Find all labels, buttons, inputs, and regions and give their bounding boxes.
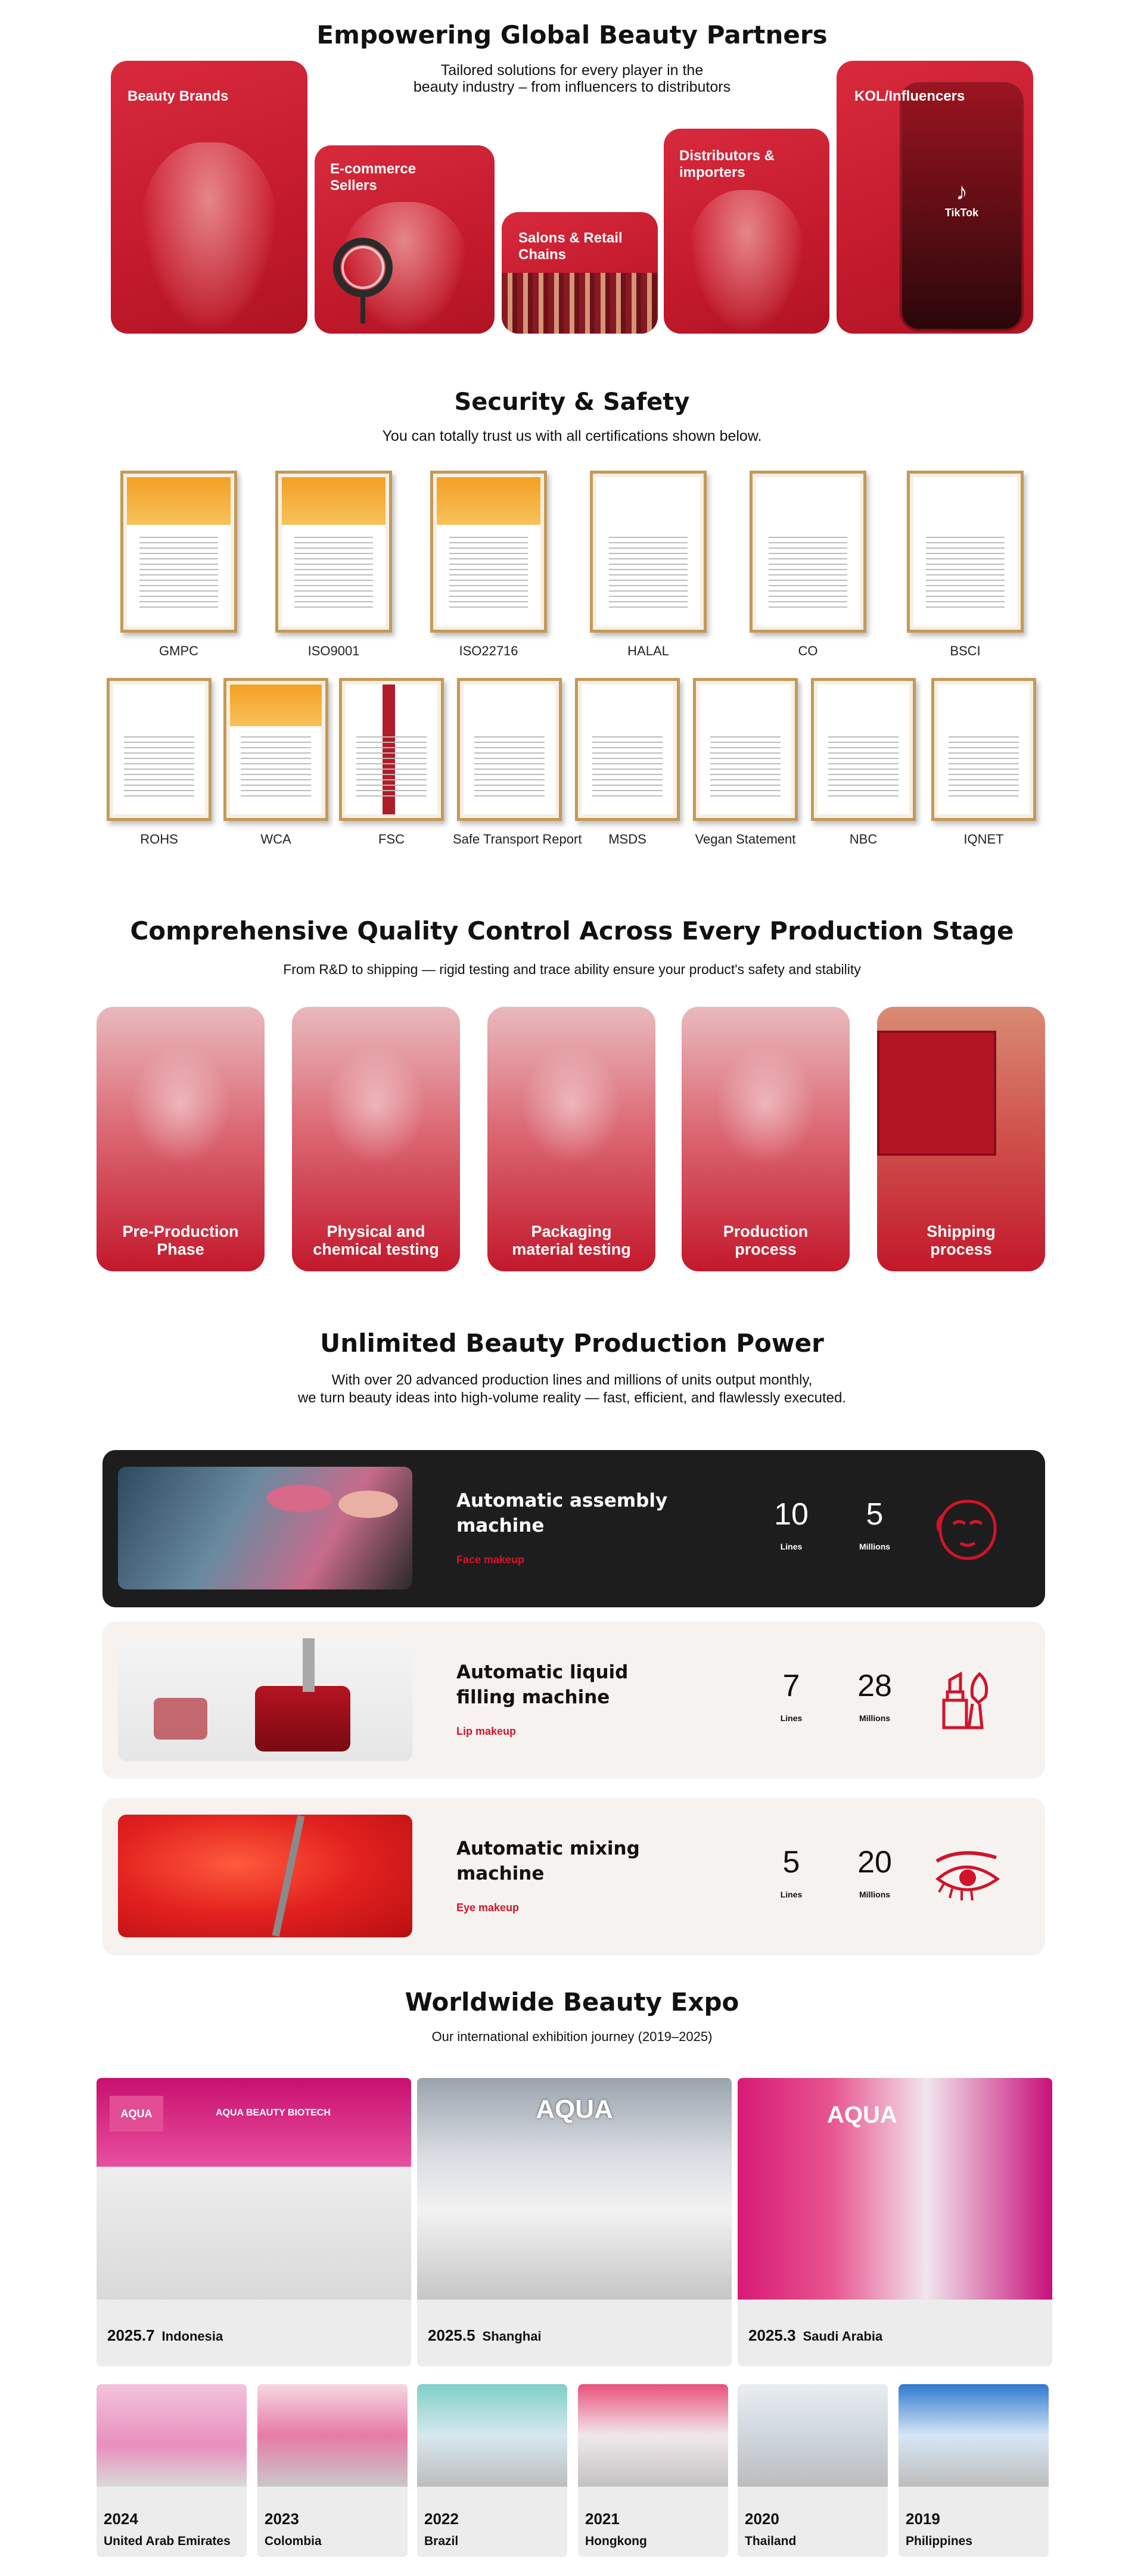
certificate-paper <box>582 685 673 814</box>
expo-location: Thailand <box>745 2534 797 2548</box>
lines-count: 7 <box>782 1669 800 1703</box>
certificate-paper <box>127 477 231 626</box>
expo-card-colombia[interactable] <box>257 2384 408 2557</box>
expo-year: 2025.7 <box>107 2326 155 2344</box>
qc-card-production[interactable] <box>682 1007 850 1271</box>
expo-year: 2020 <box>745 2510 779 2528</box>
qc-card-label <box>682 1222 850 1258</box>
qc-card-physical-chemical[interactable] <box>292 1007 460 1271</box>
certificate-paper <box>700 685 791 814</box>
qc-label-line2: chemical testing <box>313 1240 439 1258</box>
production-subtitle <box>0 1371 1144 1407</box>
certificate-paper <box>346 685 437 814</box>
booth-image <box>899 2384 1049 2487</box>
qc-card-label <box>292 1222 460 1258</box>
partner-card-ecommerce-sellers[interactable] <box>315 145 495 334</box>
certificate-rohs[interactable] <box>102 678 216 847</box>
certificate-co[interactable] <box>748 471 868 659</box>
lines-label: Lines <box>780 1890 803 1899</box>
certificate-text-lines <box>474 736 544 799</box>
expo-year: 2024 <box>104 2510 138 2528</box>
certificate-frame <box>907 471 1024 633</box>
booth-image <box>417 2078 732 2300</box>
certificate-label: ISO22716 <box>459 643 518 658</box>
qc-label-line2: process <box>930 1240 992 1258</box>
certificate-safe-transport-report[interactable] <box>453 678 582 847</box>
expo-year: 2025.5 <box>428 2326 475 2344</box>
quality-title: Comprehensive Quality Control Across Every Production Stage <box>130 916 1014 945</box>
face-mask-icon <box>932 1497 1003 1562</box>
certificate-frame <box>693 678 798 821</box>
certificate-paper <box>817 685 909 814</box>
qc-label-line1: Pre-Production <box>122 1222 239 1240</box>
qc-label-line2: process <box>735 1240 797 1258</box>
partner-card-distributors[interactable] <box>664 129 829 334</box>
eye-lash-icon <box>932 1844 1003 1910</box>
certificate-frame <box>107 678 212 821</box>
mixer-shaft-image <box>272 1815 305 1937</box>
certificate-fsc[interactable] <box>335 678 448 847</box>
certificate-halal[interactable] <box>589 471 708 659</box>
certificate-paper <box>437 477 540 626</box>
production-subtitle-line1: With over 20 advanced production lines and millions of units output monthly, <box>331 1372 813 1388</box>
certificate-text-lines <box>356 736 426 799</box>
expo-card-caption <box>428 2326 542 2345</box>
ring-light-icon <box>330 235 396 324</box>
machine-row-liquid-filling[interactable] <box>102 1622 1045 1779</box>
expo-location: Shanghai <box>482 2329 542 2344</box>
certificate-text-lines <box>710 736 780 799</box>
certificate-label: WCA <box>260 832 291 847</box>
partner-card-label: Salons & Retail Chains <box>518 230 623 263</box>
lines-stat <box>756 1846 827 1899</box>
certificate-frame <box>457 678 562 821</box>
certificate-paper <box>913 477 1017 626</box>
partner-card-label: KOL/Influencers <box>854 88 965 104</box>
booth-image <box>257 2384 408 2487</box>
qc-label-line2: material testing <box>512 1240 631 1258</box>
certificate-header-band <box>437 477 540 525</box>
security-subtitle: You can totally trust us with all certifications shown below. <box>382 428 762 444</box>
certificate-label: Vegan Statement <box>695 832 796 847</box>
lines-stat <box>756 1498 827 1551</box>
production-subtitle-line2: we turn beauty ideas into high-volume reality — fast, efficient, and flawlessly executed. <box>297 1390 847 1406</box>
expo-location: United Arab Emirates <box>104 2534 231 2548</box>
certificate-paper <box>756 477 860 626</box>
qc-label-line1: Physical and <box>327 1222 425 1240</box>
booth-image <box>738 2384 888 2487</box>
machine-category: Eye makeup <box>456 1902 520 1914</box>
certificate-label: ROHS <box>140 832 178 847</box>
lines-stat <box>756 1669 827 1723</box>
qc-card-shipping[interactable] <box>877 1007 1045 1271</box>
expo-card-indonesia[interactable] <box>97 2078 411 2366</box>
expo-card-saudi-arabia[interactable] <box>738 2078 1052 2366</box>
expo-title: Worldwide Beauty Expo <box>405 1987 739 2017</box>
booth-image <box>738 2078 1052 2300</box>
expo-card-shanghai[interactable] <box>417 2078 732 2366</box>
certificate-text-lines <box>592 736 662 799</box>
certificate-frame <box>811 678 916 821</box>
stage-photo <box>521 1044 621 1165</box>
tiktok-label: TikTok <box>944 207 979 219</box>
certificate-vegan-statement[interactable] <box>689 678 802 847</box>
distributor-image <box>689 190 805 334</box>
machine-category: Face makeup <box>456 1554 525 1566</box>
certificate-text-lines <box>949 736 1018 799</box>
millions-count: 20 <box>857 1845 892 1880</box>
security-title: Security & Safety <box>454 388 690 416</box>
phone-image <box>902 85 1021 329</box>
certificate-frame <box>275 471 392 633</box>
lines-label: Lines <box>780 1713 803 1723</box>
certificate-frame <box>430 471 547 633</box>
certificate-header-band <box>127 477 231 525</box>
certificate-text-lines <box>241 736 310 799</box>
certificate-frame <box>575 678 680 821</box>
qc-label-line1: Packaging <box>531 1222 612 1240</box>
certificate-label: MSDS <box>608 832 646 847</box>
certificate-label: FSC <box>378 832 405 847</box>
qc-label-line1: Shipping <box>927 1222 996 1240</box>
certificate-frame <box>931 678 1036 821</box>
compact-image <box>267 1485 332 1512</box>
qc-card-label <box>877 1222 1045 1258</box>
lines-label: Lines <box>780 1542 803 1551</box>
lines-count: 5 <box>782 1845 800 1880</box>
certificate-paper <box>464 685 555 814</box>
expo-card-united-arab-emirates[interactable] <box>97 2384 247 2557</box>
certificate-label: ISO9001 <box>307 643 360 658</box>
booth-image <box>417 2384 567 2487</box>
expo-location: Colombia <box>265 2534 322 2548</box>
qc-label-line2: Phase <box>157 1240 204 1258</box>
certificate-iqnet[interactable] <box>927 678 1040 847</box>
lines-count: 10 <box>774 1497 809 1532</box>
certificate-header-band <box>230 685 322 726</box>
qc-card-packaging[interactable] <box>487 1007 655 1271</box>
certificate-header-band <box>282 477 386 525</box>
booth-image <box>97 2384 247 2487</box>
stage-photo <box>130 1044 231 1165</box>
expo-card-thailand[interactable] <box>738 2384 888 2557</box>
qc-card-label <box>97 1222 265 1258</box>
expo-location: Brazil <box>424 2534 459 2548</box>
expo-card-philippines[interactable] <box>899 2384 1049 2557</box>
millions-stat <box>839 1669 910 1723</box>
expo-year: 2025.3 <box>748 2326 796 2344</box>
expo-location: Indonesia <box>161 2329 223 2344</box>
qc-label-line1: Production <box>723 1222 809 1240</box>
partner-card-kol-influencers[interactable] <box>837 61 1033 334</box>
certificate-label: CO <box>798 643 818 658</box>
expo-card-brazil[interactable] <box>417 2384 567 2557</box>
partner-card-label: Beauty Brands <box>128 88 229 104</box>
millions-stat <box>839 1498 910 1551</box>
expo-year: 2019 <box>906 2510 940 2528</box>
millions-label: Millions <box>859 1890 891 1899</box>
machine-name: Automatic assembly machine <box>456 1490 668 1536</box>
expo-year: 2022 <box>424 2510 459 2528</box>
certificate-paper <box>230 685 322 814</box>
certificate-text-lines <box>926 537 1005 608</box>
expo-year: 2021 <box>585 2510 620 2528</box>
certificate-paper <box>113 685 205 814</box>
model-portrait-image <box>141 142 278 334</box>
jar-image <box>255 1686 350 1751</box>
millions-stat <box>839 1846 910 1899</box>
partners-title: Empowering Global Beauty Partners <box>316 20 828 49</box>
certificate-gmpc[interactable] <box>119 471 238 659</box>
quality-subtitle: From R&D to shipping — rigid testing and trace ability ensure your product's safety and stability <box>283 962 861 977</box>
expo-year: 2023 <box>265 2510 299 2528</box>
partners-subtitle <box>381 62 763 95</box>
lipstick-shelf-image <box>502 273 658 334</box>
certificate-text-lines <box>139 537 218 608</box>
certificate-text-lines <box>449 537 528 608</box>
booth-image <box>97 2078 411 2300</box>
certificate-label: BSCI <box>950 643 981 658</box>
certificate-text-lines <box>294 537 373 608</box>
booth-logo: AQUA <box>110 2096 163 2132</box>
machine-category: Lip makeup <box>456 1725 517 1737</box>
partner-card-label: E-commerce Sellers <box>330 161 416 194</box>
stage-photo <box>325 1044 426 1165</box>
production-title: Unlimited Beauty Production Power <box>320 1329 824 1358</box>
mixing-machine-image <box>118 1815 412 1937</box>
certificate-wca[interactable] <box>219 678 332 847</box>
certificate-text-lines <box>769 537 847 608</box>
certificate-nbc[interactable] <box>807 678 920 847</box>
certificate-label: NBC <box>849 832 878 847</box>
certificate-label: GMPC <box>159 643 198 658</box>
machine-name: Automatic liquid filling machine <box>456 1662 629 1708</box>
certificate-label: Safe Transport Report <box>453 832 582 847</box>
tiktok-icon: ♪ <box>956 179 968 205</box>
millions-count: 28 <box>857 1669 892 1703</box>
certificate-text-lines <box>609 537 688 608</box>
certificate-frame <box>339 678 444 821</box>
expo-location: Philippines <box>906 2534 973 2548</box>
booth-logo: AQUA <box>536 2095 613 2124</box>
partner-card-salons[interactable] <box>502 212 658 334</box>
certificate-text-lines <box>828 736 898 799</box>
certificate-label: HALAL <box>627 643 669 658</box>
certificate-msds[interactable] <box>571 678 684 847</box>
certificate-iso22716[interactable] <box>429 471 548 659</box>
machine-row-mixing[interactable] <box>102 1798 1045 1955</box>
booth-brand-text: AQUA BEAUTY BIOTECH <box>216 2108 331 2118</box>
certificate-frame <box>750 471 866 633</box>
certificate-frame <box>120 471 237 633</box>
compact-image <box>338 1491 398 1518</box>
certificate-paper <box>282 477 386 626</box>
expo-subtitle: Our international exhibition journey (2019–2025) <box>431 2029 713 2044</box>
qc-card-pre-production[interactable] <box>97 1007 265 1271</box>
expo-card-hongkong[interactable] <box>578 2384 728 2557</box>
millions-label: Millions <box>859 1542 891 1551</box>
lipstick-brush-icon <box>932 1668 1003 1734</box>
jar-image <box>154 1698 207 1740</box>
stage-photo <box>715 1044 816 1165</box>
expo-card-caption <box>107 2326 223 2345</box>
nozzle-image <box>303 1638 315 1692</box>
partner-card-beauty-brands[interactable] <box>111 61 307 334</box>
assembly-machine-image <box>118 1467 412 1589</box>
booth-image <box>578 2384 728 2487</box>
certificate-frame <box>223 678 328 821</box>
expo-location: Hongkong <box>585 2534 647 2548</box>
certificate-paper <box>596 477 700 626</box>
partners-subtitle-line2: beauty industry – from influencers to distributors <box>413 79 731 95</box>
machine-name: Automatic mixing machine <box>456 1838 640 1884</box>
certificate-iso9001[interactable] <box>274 471 393 659</box>
certificate-label: IQNET <box>963 832 1004 847</box>
liquid-filling-image <box>118 1638 412 1761</box>
booth-logo: AQUA <box>827 2102 897 2128</box>
partner-card-label: Distributors & importers <box>679 148 775 181</box>
partners-subtitle-line1: Tailored solutions for every player in the <box>440 62 704 79</box>
millions-count: 5 <box>866 1497 884 1532</box>
machine-row-assembly[interactable] <box>102 1450 1045 1607</box>
expo-card-caption <box>748 2326 882 2345</box>
shipping-container-image <box>877 1031 996 1156</box>
certificate-frame <box>590 471 707 633</box>
certificate-bsci[interactable] <box>906 471 1025 659</box>
expo-location: Saudi Arabia <box>803 2329 883 2344</box>
certificate-text-lines <box>124 736 194 799</box>
millions-label: Millions <box>859 1713 891 1723</box>
qc-card-label <box>487 1222 655 1258</box>
certificate-paper <box>938 685 1030 814</box>
